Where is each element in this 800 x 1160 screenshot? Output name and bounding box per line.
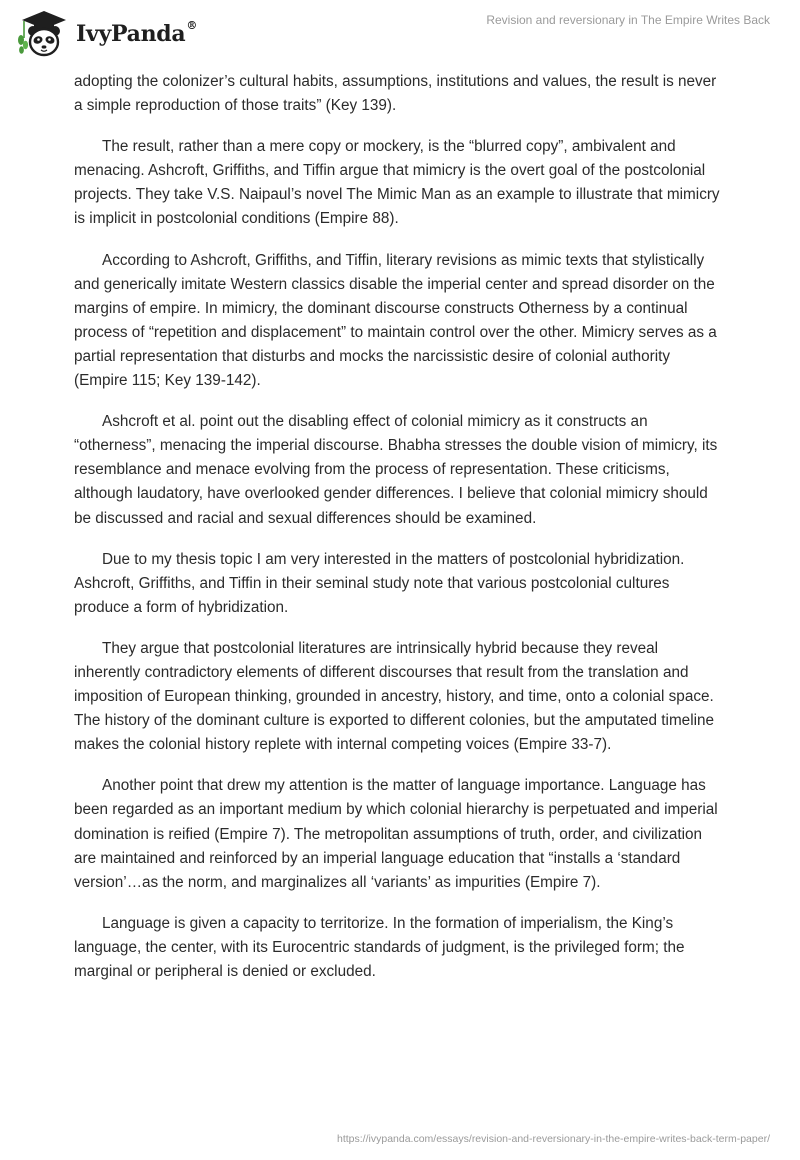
brand-name: IvyPanda® — [76, 19, 198, 47]
panda-graduate-icon — [14, 8, 70, 60]
paragraph-5: Due to my thesis topic I am very interested in the matters of postcolonial hybridization. Ashcroft, Griffiths, and Tiffin in their seminal study note that various postcolonial cultures produce a form of hybridization. — [74, 550, 685, 616]
paragraph-3: According to Ashcroft, Griffiths, and Tiffin, literary revisions as mimic texts that stylistically and generically imitate Western classics disable the imperial center and spread disorder on the margins of empire. In mimicry, the dominant discourse constructs Otherness by a continual process of “repetition and displacement” to maintain control over the other. Mimicry serves as a partial representation that disturbs and mocks the narcissistic desire of colonial authority (Empire 115; Key 139-142). — [74, 251, 717, 390]
paragraph-1: adopting the colonizer’s cultural habits, assumptions, institutions and values, the result is never a simple reproduction of those traits” (Key 139). — [74, 73, 717, 115]
essay-body — [74, 70, 724, 1001]
source-url[interactable]: https://ivypanda.com/essays/revision-and-reversionary-in-the-empire-writes-back-term-paper/ — [337, 1133, 770, 1145]
paragraph-2: The result, rather than a mere copy or mockery, is the “blurred copy”, ambivalent and menacing. Ashcroft, Griffiths, and Tiffin argue that mimicry is the overt goal of the postcolonial projects. They take V.S. Naipaul’s novel The Mimic Man as an example to illustrate that mimicry is implicit in postcolonial conditions (Empire 88). — [74, 138, 720, 228]
ivypanda-logo[interactable] — [14, 8, 197, 60]
paragraph-6: They argue that postcolonial literatures are intrinsically hybrid because they reveal inherently contradictory elements of different discourses that result from the translation and imposition of European thinking, grounded in ancestry, history, and time, onto a colonial space. The history of the dominant culture is exported to different colonies, but the amputated timeline makes the colonial history replete with internal competing voices (Empire 33-7). — [74, 639, 715, 754]
document-title: Revision and reversionary in The Empire Writes Back — [486, 13, 770, 27]
paragraph-7: Another point that drew my attention is the matter of language importance. Language has been regarded as an important medium by which colonial hierarchy is perpetuated and imperial domination is reified (Empire 7). The metropolitan assumptions of truth, order, and civilization are maintained and reinforced by an imperial language education that “installs a ‘standard version’…as the norm, and marginalizes all ‘variants’ as impurities (Empire 7). — [74, 777, 718, 891]
paragraph-4: Ashcroft et al. point out the disabling effect of colonial mimicry as it constructs an “otherness”, menacing the imperial discourse. Bhabha stresses the double vision of mimicry, its resemblance and menace evolving from the process of representation. These criticisms, although laudatory, have overlooked gender differences. I believe that colonial mimicry should be discussed and racial and sexual differences should be examined. — [74, 413, 718, 527]
page-header — [0, 0, 800, 70]
paragraph-8: Language is given a capacity to territorize. In the formation of imperialism, the King’s language, the center, with its Eurocentric standards of judgment, is the privileged form; the marginal or peripheral is denied or excluded. — [74, 914, 685, 980]
